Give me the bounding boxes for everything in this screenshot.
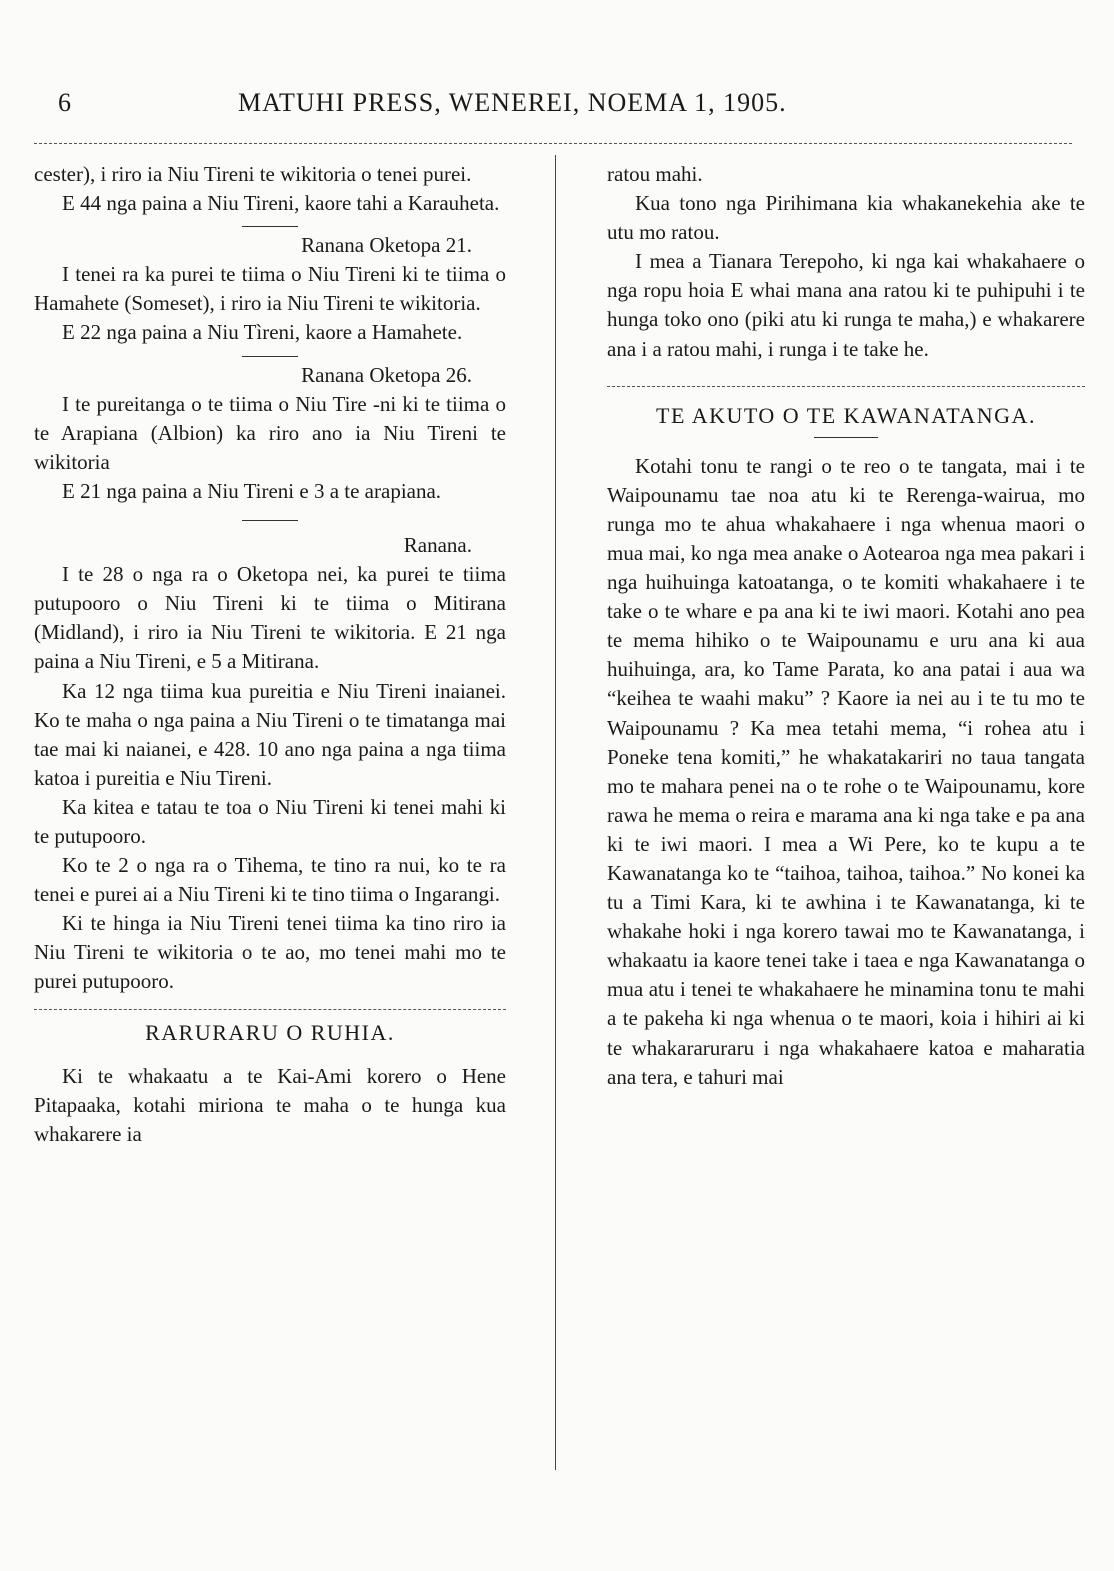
paragraph: Ka kitea e tatau te toa o Niu Tireni ki tenei mahi ki te putupooro. [34,794,506,848]
masthead: MATUHI PRESS, WENEREI, NOEMA 1, 1905. [238,88,787,117]
dateline: Ranana Oketopa 21. [301,233,472,258]
paragraph: E 21 nga paina a Niu Tireni e 3 a te arapiana. [62,478,442,503]
paragraph: ratou mahi. [607,162,703,186]
section-rule [34,1009,506,1010]
page-number: 6 [58,88,72,117]
paragraph: cester), i riro ia Niu Tireni te wikitoria o tenei purei. [34,162,472,186]
paragraph: I te 28 o nga ra o Oketopa nei, ka purei te tiima putupooro o Niu Tireni ki te tiima o Mitirana (Midland), i riro ia Niu Tireni te wikitoria. E 21 nga paina a Niu Tireni, e 5 a Mitirana. [34,562,506,674]
headline-rule [814,437,878,438]
paragraph: E 44 nga paina a Niu Tireni, kaore tahi a Karauheta. [62,191,500,216]
left-column [34,160,506,1149]
paragraph: Ka 12 nga tiima kua pureitia e Niu Tireni inaianei. Ko te maha o nga paina a Niu Tireni o te timatanga mai tae mai ki naianei, e 428. 10 ano nga paina a nga tiima katoa i pureitia e Niu Tireni. [34,678,506,790]
paragraph: E 22 nga paina a Niu Tìreni, kaore a Hamahete. [62,320,463,345]
paragraph: Ko te 2 o nga ra o Tihema, te tino ra nui, ko te ra tenei e purei ai a Niu Tireni ki te tino tiima o Ingarangi. [34,853,506,907]
article-headline: RARURARU O RUHIA. [145,1019,395,1045]
paragraph: I mea a Tianara Terepoho, ki nga kai whakahaere o nga ropu hoia E whai mana ana ratou ki te puhipuhi i te hunga toko ono (piki atu ki runga te maha,) e whakarere ana i a ratou mahi, i runga i te take he. [607,249,1085,361]
article-headline: TE AKUTO O TE KAWANATANGA. [656,402,1036,428]
column-divider [555,155,556,1470]
paragraph: Ki te hinga ia Niu Tireni tenei tiima ka tino riro ia Niu Tireni te wikitoria o te ao, mo tenei mahi mo te purei putupooro. [34,911,506,994]
paragraph: I te pureitanga o te tiima o Niu Tire -ni ki te tiima o te Arapiana (Albion) ka riro ano ia Niu Tireni te wikitoria [34,391,506,474]
section-rule [607,386,1085,387]
paragraph: Kotahi tonu te rangi o te reo o te tangata, mai i te Waipounamu tae noa atu ki te Rerenga-wairua, mo runga mo te ahua whakahaere i nga whenua maori o mua mai, ko nga mea anake o Aotearoa nga mea pakari i nga huihuinga katoatanga, o te komiti whakahaere i te take o te whare e pa ana ki te iwi maori. Kotahi ano pea te mema hihiko o te Waipounamu e uru ana ki aua huihuinga, ara, ko Tame Parata, ko ana patai i aua wa “keihea te waahi maku” ? Kaore ia nei au i te tu mo te Waipounamu ? Ka mea tetahi mema, “i rohea atu i Poneke tena komiti,” he whakatakariri no taua tangata mo te mahara penei na o te rohe o te Waipounamu, kore rawa he mema o reira e marama ana ki nga take e pa ana ki te iwi maori. I mea a Wi Pere, ko te kupu a te Kawanatanga ko te “taihoa, taihoa, taihoa.” No konei ka tu a Timi Kara, ki te awhina i te Kawanatanga, ki te whakahe hoki i nga korero tawai mo te Kawanatanga, i whakaatu ia kaore tenei take i taea e nga Kawanatanga o mua atu i tenei te whakahaere he minamina tonu te mahi a te pakeha ki nga whenua o te maori, koia i hihiri ai ki te whakararuraru i nga whakahaere katoa e maharatia ana tera, e tahuri mai [607,453,1085,1089]
header-rule [34,143,1072,144]
dateline: Ranana. [403,533,472,558]
dateline: Ranana Oketopa 26. [301,362,472,387]
right-column [607,160,1085,1092]
separator-rule [242,520,298,521]
separator-rule [242,356,298,357]
paragraph: I tenei ra ka purei te tiima o Niu Tireni ki te tiima o Hamahete (Someset), i riro ia Niu Tireni te wikitoria. [34,262,506,316]
page-header [58,88,900,128]
paragraph: Ki te whakaatu a te Kai-Ami korero o Hene Pitapaaka, kotahi miriona te maha o te hunga kua whakarere ia [34,1063,506,1146]
separator-rule [242,226,298,227]
paragraph: Kua tono nga Pirihimana kia whakanekehia ake te utu mo ratou. [607,191,1085,245]
